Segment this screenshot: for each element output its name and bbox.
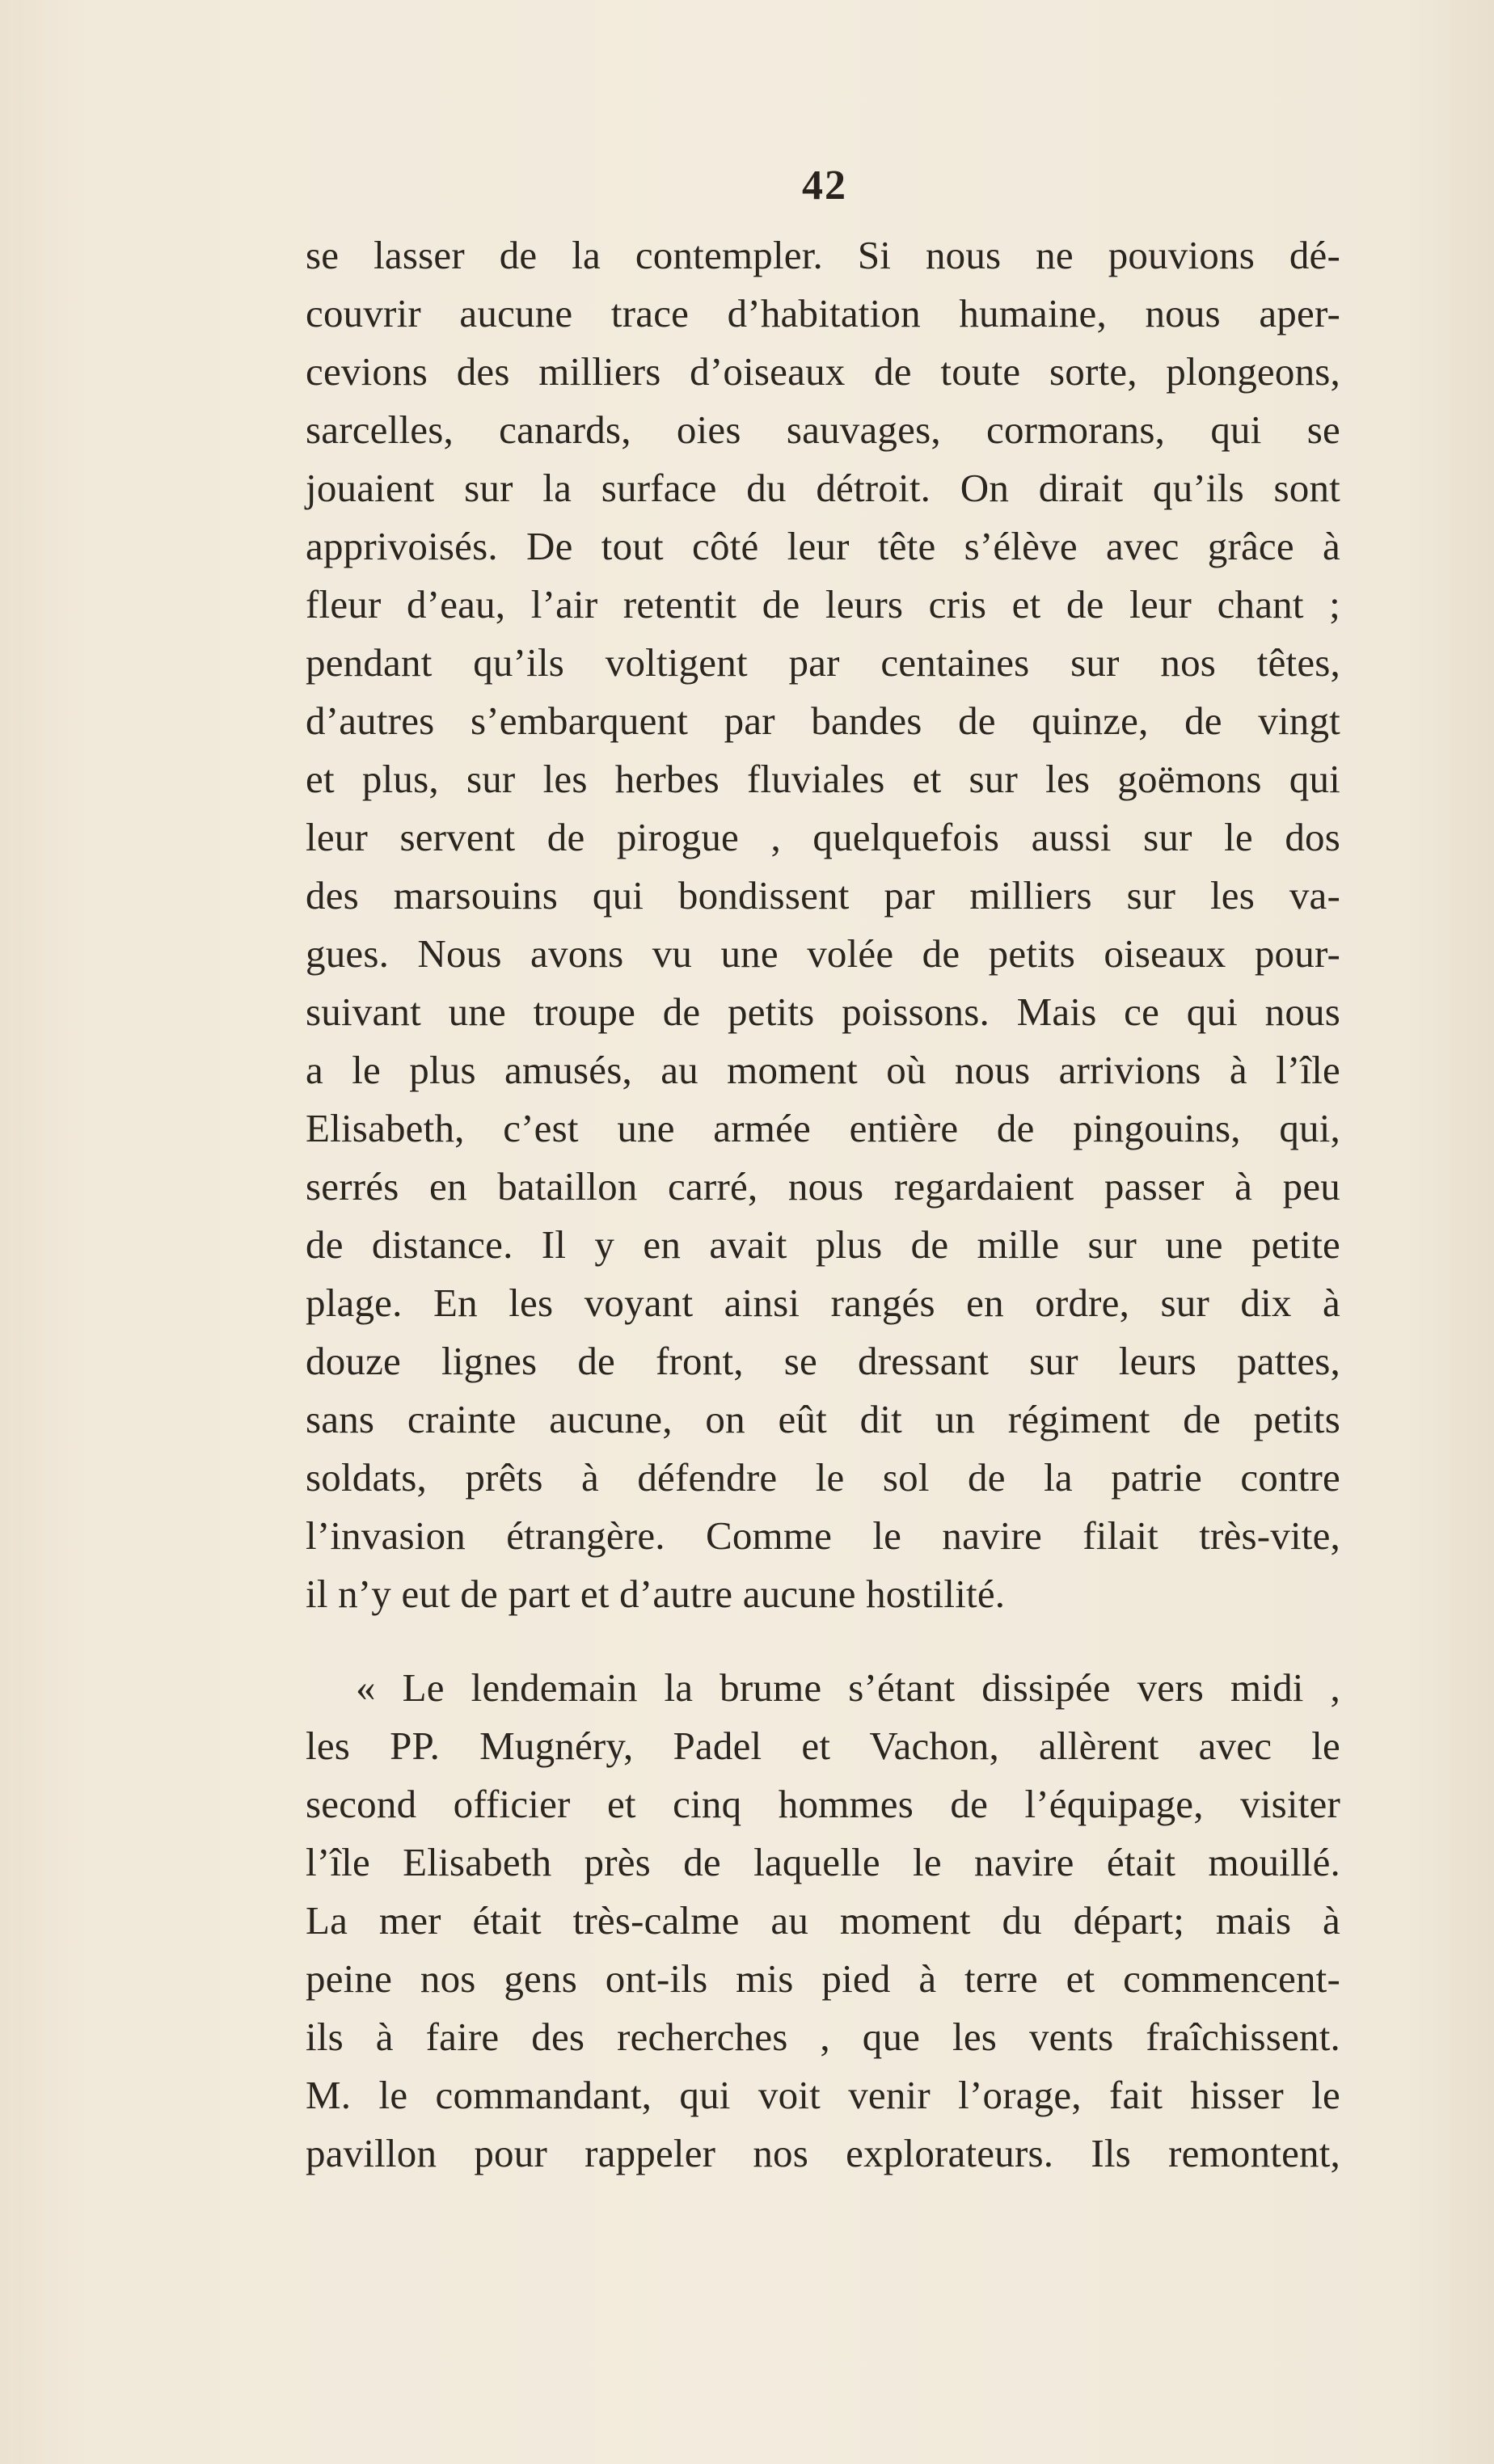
text-line: apprivoisés. De tout côté leur tête s’élève avec grâce à xyxy=(306,524,1340,568)
text-line: pendant qu’ils voltigent par centaines sur nos têtes, xyxy=(306,640,1340,685)
text-line: La mer était très-calme au moment du départ; mais à xyxy=(306,1898,1340,1943)
paragraph-2 xyxy=(306,1659,1340,2183)
text-line: sarcelles, canards, oies sauvages, cormorans, qui se xyxy=(306,407,1340,452)
text-line: sans crainte aucune, on eût dit un régiment de petits xyxy=(306,1397,1340,1441)
body-text xyxy=(306,226,1340,2183)
text-line: suivant une troupe de petits poissons. Mais ce qui nous xyxy=(306,989,1340,1034)
text-line: plage. En les voyant ainsi rangés en ordre, sur dix à xyxy=(306,1281,1340,1325)
text-line: ils à faire des recherches , que les vents fraîchissent. xyxy=(306,2015,1340,2059)
text-line: l’île Elisabeth près de laquelle le navire était mouillé. xyxy=(306,1840,1340,1884)
text-line: peine nos gens ont-ils mis pied à terre et commencent- xyxy=(306,1956,1340,2001)
paragraph-1 xyxy=(306,226,1340,1623)
text-line: serrés en bataillon carré, nous regardaient passer à peu xyxy=(306,1164,1340,1209)
text-line: second officier et cinq hommes de l’équipage, visiter xyxy=(306,1782,1340,1826)
text-line: et plus, sur les herbes fluviales et sur les goëmons qui xyxy=(306,757,1340,801)
text-line: il n’y eut de part et d’autre aucune hostilité. xyxy=(306,1572,1006,1616)
text-line: pavillon pour rappeler nos explorateurs. Ils remontent, xyxy=(306,2131,1340,2175)
text-line: jouaient sur la surface du détroit. On dirait qu’ils sont xyxy=(306,466,1340,510)
text-line: a le plus amusés, au moment où nous arrivions à l’île xyxy=(306,1048,1340,1092)
paragraph-spacer xyxy=(306,1623,1340,1659)
text-line: de distance. Il y en avait plus de mille sur une petite xyxy=(306,1222,1340,1267)
text-line: l’invasion étrangère. Comme le navire filait très-vite, xyxy=(306,1513,1340,1558)
text-line: se lasser de la contempler. Si nous ne pouvions dé- xyxy=(306,233,1340,277)
text-line: cevions des milliers d’oiseaux de toute sorte, plongeons, xyxy=(306,349,1340,394)
text-line: les PP. Mugnéry, Padel et Vachon, allèrent avec le xyxy=(306,1724,1340,1768)
text-line: d’autres s’embarquent par bandes de quinze, de vingt xyxy=(306,698,1340,743)
page-number: 42 xyxy=(802,162,847,209)
text-line: Elisabeth, c’est une armée entière de pingouins, qui, xyxy=(306,1106,1340,1150)
text-line: soldats, prêts à défendre le sol de la patrie contre xyxy=(306,1455,1340,1500)
text-line: fleur d’eau, l’air retentit de leurs cris et de leur chant ; xyxy=(306,582,1340,627)
text-line: leur servent de pirogue , quelquefois aussi sur le dos xyxy=(306,815,1340,859)
text-line: couvrir aucune trace d’habitation humaine, nous aper- xyxy=(306,291,1340,335)
text-line: des marsouins qui bondissent par milliers sur les va- xyxy=(306,873,1340,918)
text-line: gues. Nous avons vu une volée de petits oiseaux pour- xyxy=(306,931,1340,976)
text-line: M. le commandant, qui voit venir l’orage, fait hisser le xyxy=(306,2073,1340,2117)
text-line: « Le lendemain la brume s’étant dissipée vers midi , xyxy=(356,1665,1340,1710)
text-line: douze lignes de front, se dressant sur leurs pattes, xyxy=(306,1339,1340,1383)
